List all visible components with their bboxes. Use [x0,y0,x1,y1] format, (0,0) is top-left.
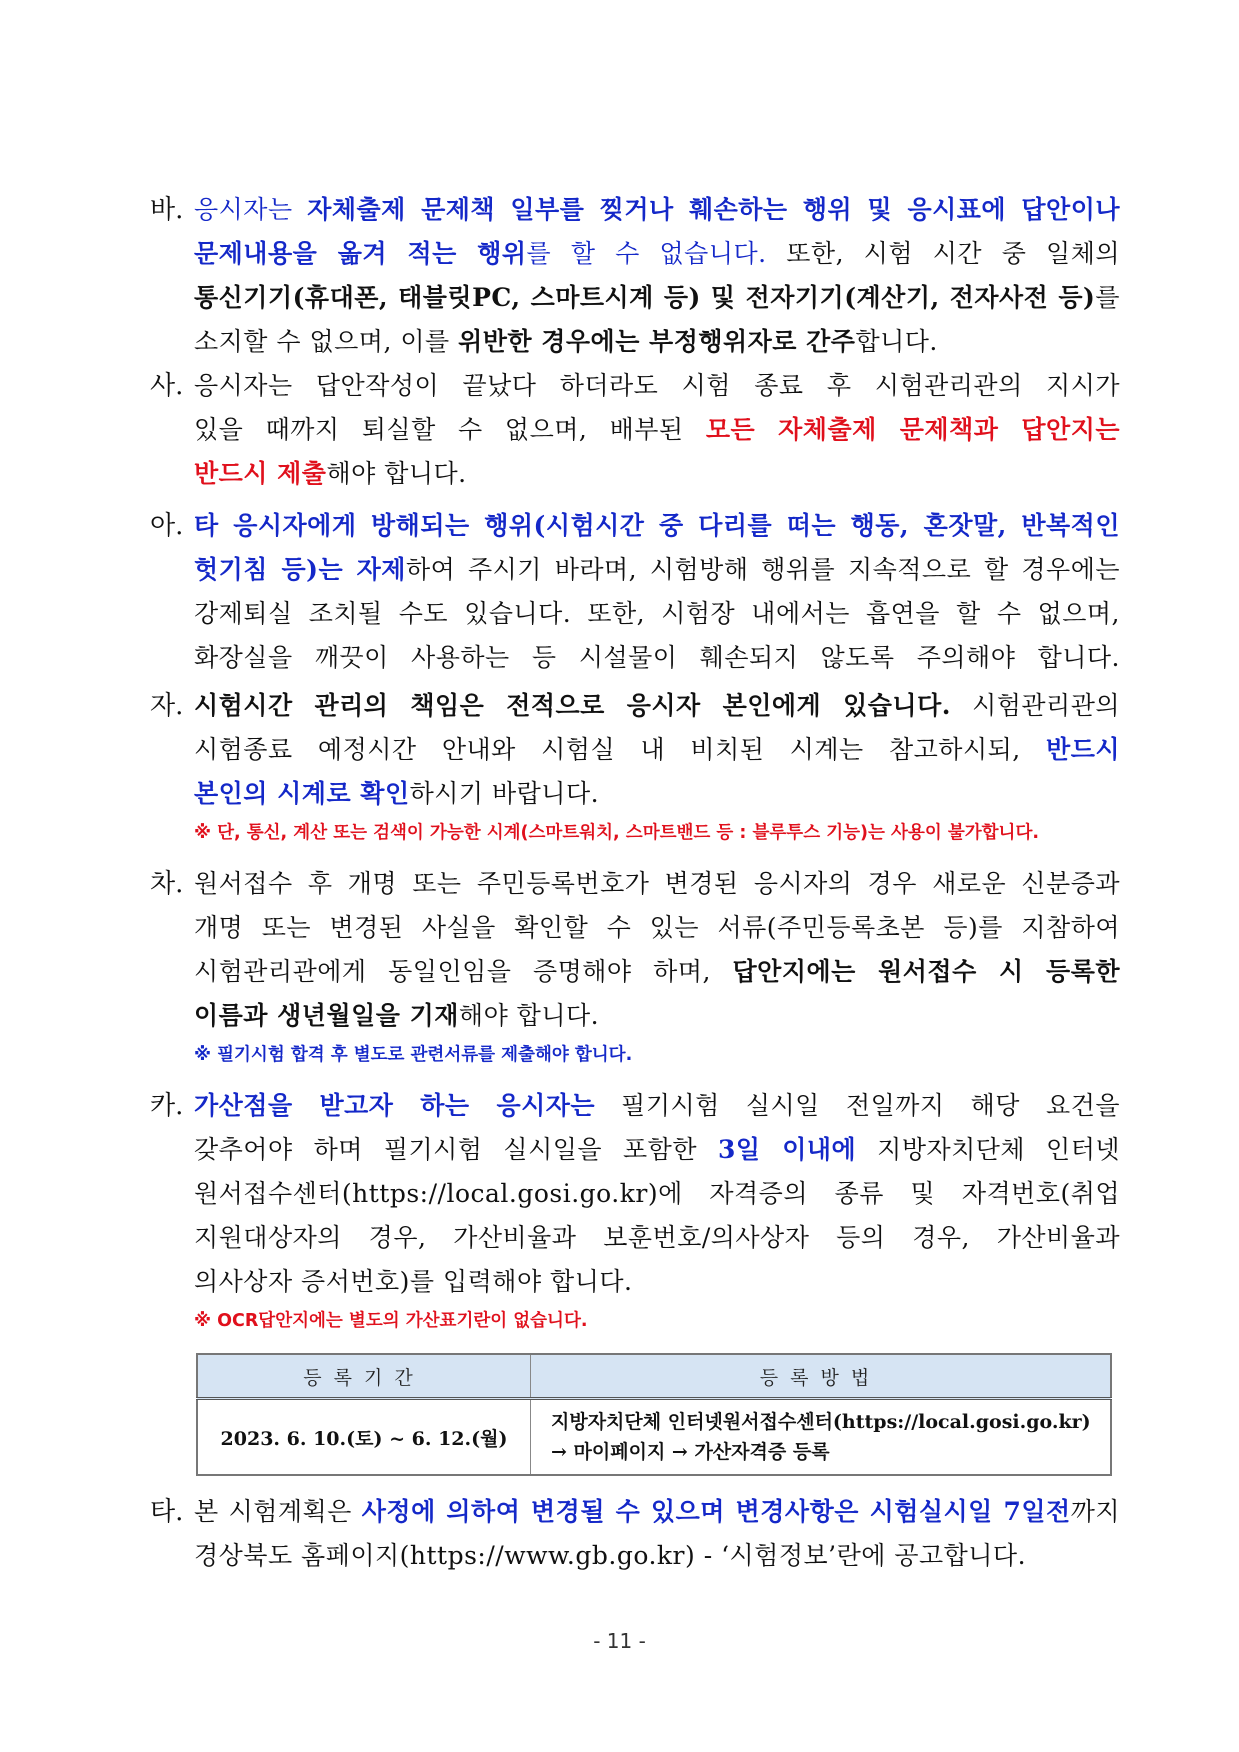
item-marker: 카. [150,1091,184,1121]
item-line: 통신기기(휴대폰, 태블릿PC, 스마트시계 등) 및 전자기기(계산기, 전자사전 등)를 [194,283,1120,312]
item-line: 원서접수 후 개명 또는 주민등록번호가 변경된 응시자의 경우 새로운 신분증과 [194,869,1120,898]
item-line: 화장실을 깨끗이 사용하는 등 시설물이 훼손되지 않도록 주의해야 합니다. [194,643,1120,672]
item-line: 갖추어야 하며 필기시험 실시일을 포함한 3일 이내에 지방자치단체 인터넷 [194,1135,1120,1164]
item-line: 시험관리관에게 동일인임을 증명해야 하며, 답안지에는 원서접수 시 등록한 [194,957,1121,986]
item-line: 타 응시자에게 방해되는 행위(시험시간 중 다리를 떠는 행동, 혼잣말, 반복적인 [194,511,1120,540]
note-smartwatch: ※ 단, 통신, 계산 또는 검색이 가능한 시계(스마트워치, 스마트밴드 등 : 블루투스 기능)는 사용이 불가합니다. [194,823,1039,843]
registration-method [531,1399,1112,1476]
item-marker: 바. [150,195,184,225]
item-marker: 아. [150,511,184,541]
item-line: 강제퇴실 조치될 수도 있습니다. 또한, 시험장 내에서는 흡연을 할 수 없으며, [194,599,1120,628]
item-line: 가산점을 받고자 하는 응시자는 필기시험 실시일 전일까지 해당 요건을 [194,1091,1121,1120]
table-header-period: 등록기간 [197,1354,531,1399]
item-line: 소지할 수 없으며, 이를 위반한 경우에는 부정행위자로 간주합니다. [194,327,938,356]
item-line: 있을 때까지 퇴실할 수 없으며, 배부된 모든 자체출제 문제책과 답안지는 [194,415,1120,444]
note-documents: ※ 필기시험 합격 후 별도로 관련서류를 제출해야 합니다. [194,1045,633,1065]
item-line: 헛기침 등)는 자제하여 주시기 바라며, 시험방해 행위를 지속적으로 할 경우에는 [194,555,1120,584]
method-line: → 마이페이지 → 가산자격증 등록 [551,1441,830,1463]
table-header-method: 등록방법 [531,1354,1112,1399]
item-line: 이름과 생년월일을 기재해야 합니다. [194,1001,600,1030]
item-line: 문제내용을 옮겨 적는 행위를 할 수 없습니다. 또한, 시험 시간 중 일체의 [194,239,1120,268]
registration-period: 2023. 6. 10.(토) ~ 6. 12.(월) [197,1399,531,1476]
item-marker: 타. [150,1497,184,1527]
item-line: 시험종료 예정시간 안내와 시험실 내 비치된 시계는 참고하시되, 반드시 [194,735,1120,764]
note-ocr: ※ OCR답안지에는 별도의 가산표기란이 없습니다. [194,1311,588,1331]
item-line: 개명 또는 변경된 사실을 확인할 수 있는 서류(주민등록초본 등)를 지참하여 [194,913,1120,942]
item-line: 응시자는 답안작성이 끝났다 하더라도 시험 종료 후 시험관리관의 지시가 [194,371,1120,400]
page-number: - 11 - [593,1629,646,1653]
item-line: 지원대상자의 경우, 가산비율과 보훈번호/의사상자 등의 경우, 가산비율과 [194,1223,1120,1252]
item-marker: 사. [150,371,184,401]
item-marker: 자. [150,691,184,721]
registration-table [196,1353,1112,1476]
item-line: 의사상자 증서번호)를 입력해야 합니다. [194,1267,633,1296]
item-line: 시험시간 관리의 책임은 전적으로 응시자 본인에게 있습니다. 시험관리관의 [194,691,1120,720]
item-line: 응시자는 자체출제 문제책 일부를 찢거나 훼손하는 행위 및 응시표에 답안이나 [194,195,1120,224]
item-line: 원서접수센터(https://local.gosi.go.kr)에 자격증의 종류 및 자격번호(취업 [194,1179,1120,1208]
method-line: 지방자치단체 인터넷원서접수센터(https://local.gosi.go.kr) [551,1411,1091,1433]
table-row [197,1399,1111,1476]
item-marker: 차. [150,869,184,899]
item-line: 반드시 제출해야 합니다. [194,459,467,488]
item-line: 경상북도 홈페이지(https://www.gb.go.kr) - ‘시험정보’란에 공고합니다. [194,1541,1027,1570]
item-line: 본 시험계획은 사정에 의하여 변경될 수 있으며 변경사항은 시험실시일 7일전까지 [194,1497,1121,1526]
item-line: 본인의 시계로 확인하시기 바랍니다. [194,779,600,808]
table-header-row [197,1354,1111,1399]
